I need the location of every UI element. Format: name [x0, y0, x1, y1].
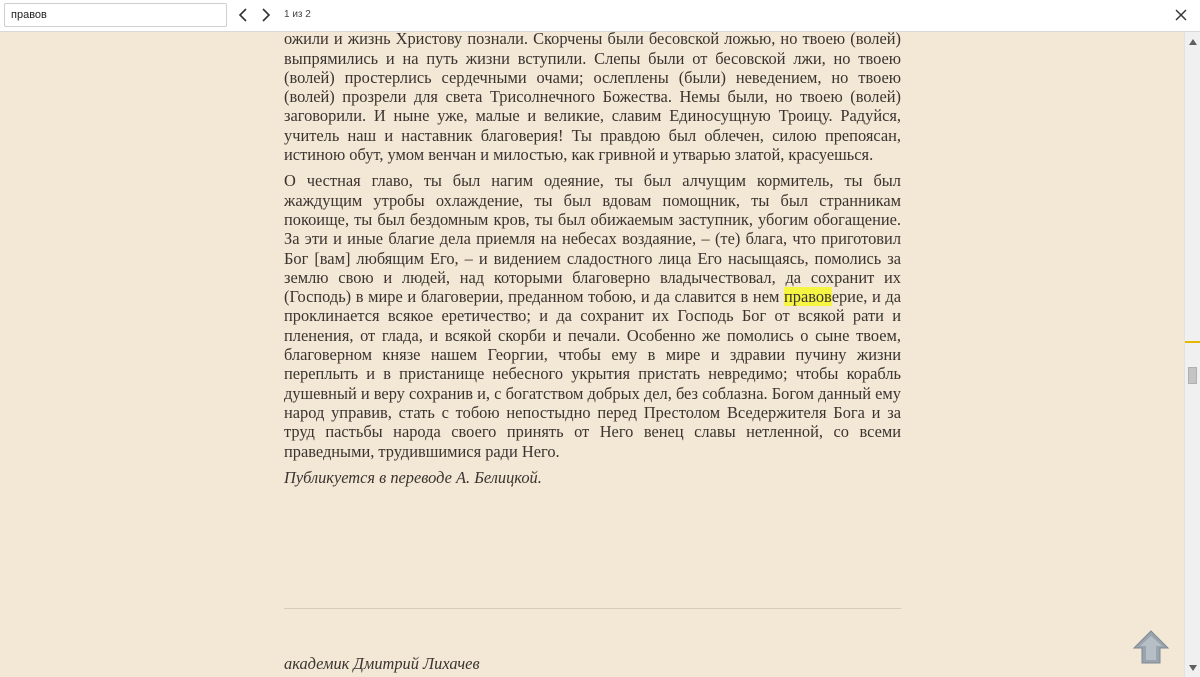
find-match-count: 1 из 2	[284, 9, 311, 20]
search-match-marker	[1185, 341, 1200, 343]
find-previous-button[interactable]	[233, 5, 253, 25]
vertical-scrollbar[interactable]	[1184, 32, 1200, 677]
paragraph-text: О честная главо, ты был нагим одеяние, ты был алчущим кормитель, ты был жаждущим утробы охлаждение, ты был вдовам помощник, ты был странникам покоище, ты был бездомным кров, ты был обижаемым заступник, убогим обогащение. За эти и иные благие дела приемля на небесах воздаяние, – (те) блага, что приготовил Бог [вам] любящим Его, – и видением сладостного лица Его насыщаясь, помолись за землю свою и людей, над которыми благоверно владычествовал, да сохранит их (Господь) в мире и благоверии, преданном тобою, и да славится в нем	[284, 171, 901, 307]
translation-credit: Публикуется в переводе А. Белицкой.	[284, 467, 542, 487]
scrollbar-down-arrow-icon	[1189, 665, 1197, 671]
scrollbar-down-button[interactable]	[1185, 660, 1200, 675]
find-bar	[0, 0, 1200, 32]
next-article-author[interactable]: академик Дмитрий Лихачев	[284, 654, 480, 673]
find-input[interactable]	[4, 3, 227, 27]
article-body	[284, 32, 901, 494]
scroll-to-top-button[interactable]	[1131, 627, 1171, 667]
article-paragraph	[284, 171, 901, 460]
paragraph-text: ерие, и да проклинается всякое еретичество; и да сохранит их Господь Бог от всякой рати и пленения, от глада, и всякой скорби и печали. Особенно же помолись о сыне твоем, благоверном князе нашем Георгии, чтобы ему в мире и здравии пучину жизни переплыть и в пристанище небесного укрытия пристать невредимо; чтобы корабль душевный и веру сохранив и, с богатством добрых дел, без соблазна. Богом данный ему народ управив, стать с тобою непостыдно перед Престолом Вседержителя Бога и за труд пастьбы народа своего принять от Него венец славы нетленной, со всеми праведными, трудившимися ради Него.	[284, 287, 901, 461]
chevron-left-icon	[238, 8, 248, 22]
find-next-button[interactable]	[256, 5, 276, 25]
arrow-up-icon	[1131, 627, 1171, 667]
scrollbar-up-button[interactable]	[1185, 34, 1200, 49]
scrollbar-up-arrow-icon	[1189, 39, 1197, 45]
scrollbar-thumb[interactable]	[1188, 367, 1197, 384]
article-paragraph: ожили и жизнь Христову познали. Скорчены были бесовской ложью, но твоею (волей) выпрямились и на путь жизни вступили. Слепы были от бесовской лжи, но твоею (волей) простерлись сердечными очами; ослеплены (были) неведением, но твоею (волей) прозрели для света Трисолнечного Божества. Немы были, но твоею (волей) заговорили. И ныне уже, малые и великие, славим Единосущную Троицу. Радуйся, учитель наш и наставник благоверия! Ты правдою был облечен, силою препоясан, истиною обут, умом венчан и милостью, как гривной и утварью златой, красуешься.	[284, 32, 901, 165]
document-page	[0, 32, 1184, 677]
section-divider	[284, 608, 901, 609]
find-close-button[interactable]	[1172, 6, 1190, 24]
search-highlight: правов	[783, 287, 832, 307]
close-icon	[1175, 9, 1187, 21]
chevron-right-icon	[261, 8, 271, 22]
